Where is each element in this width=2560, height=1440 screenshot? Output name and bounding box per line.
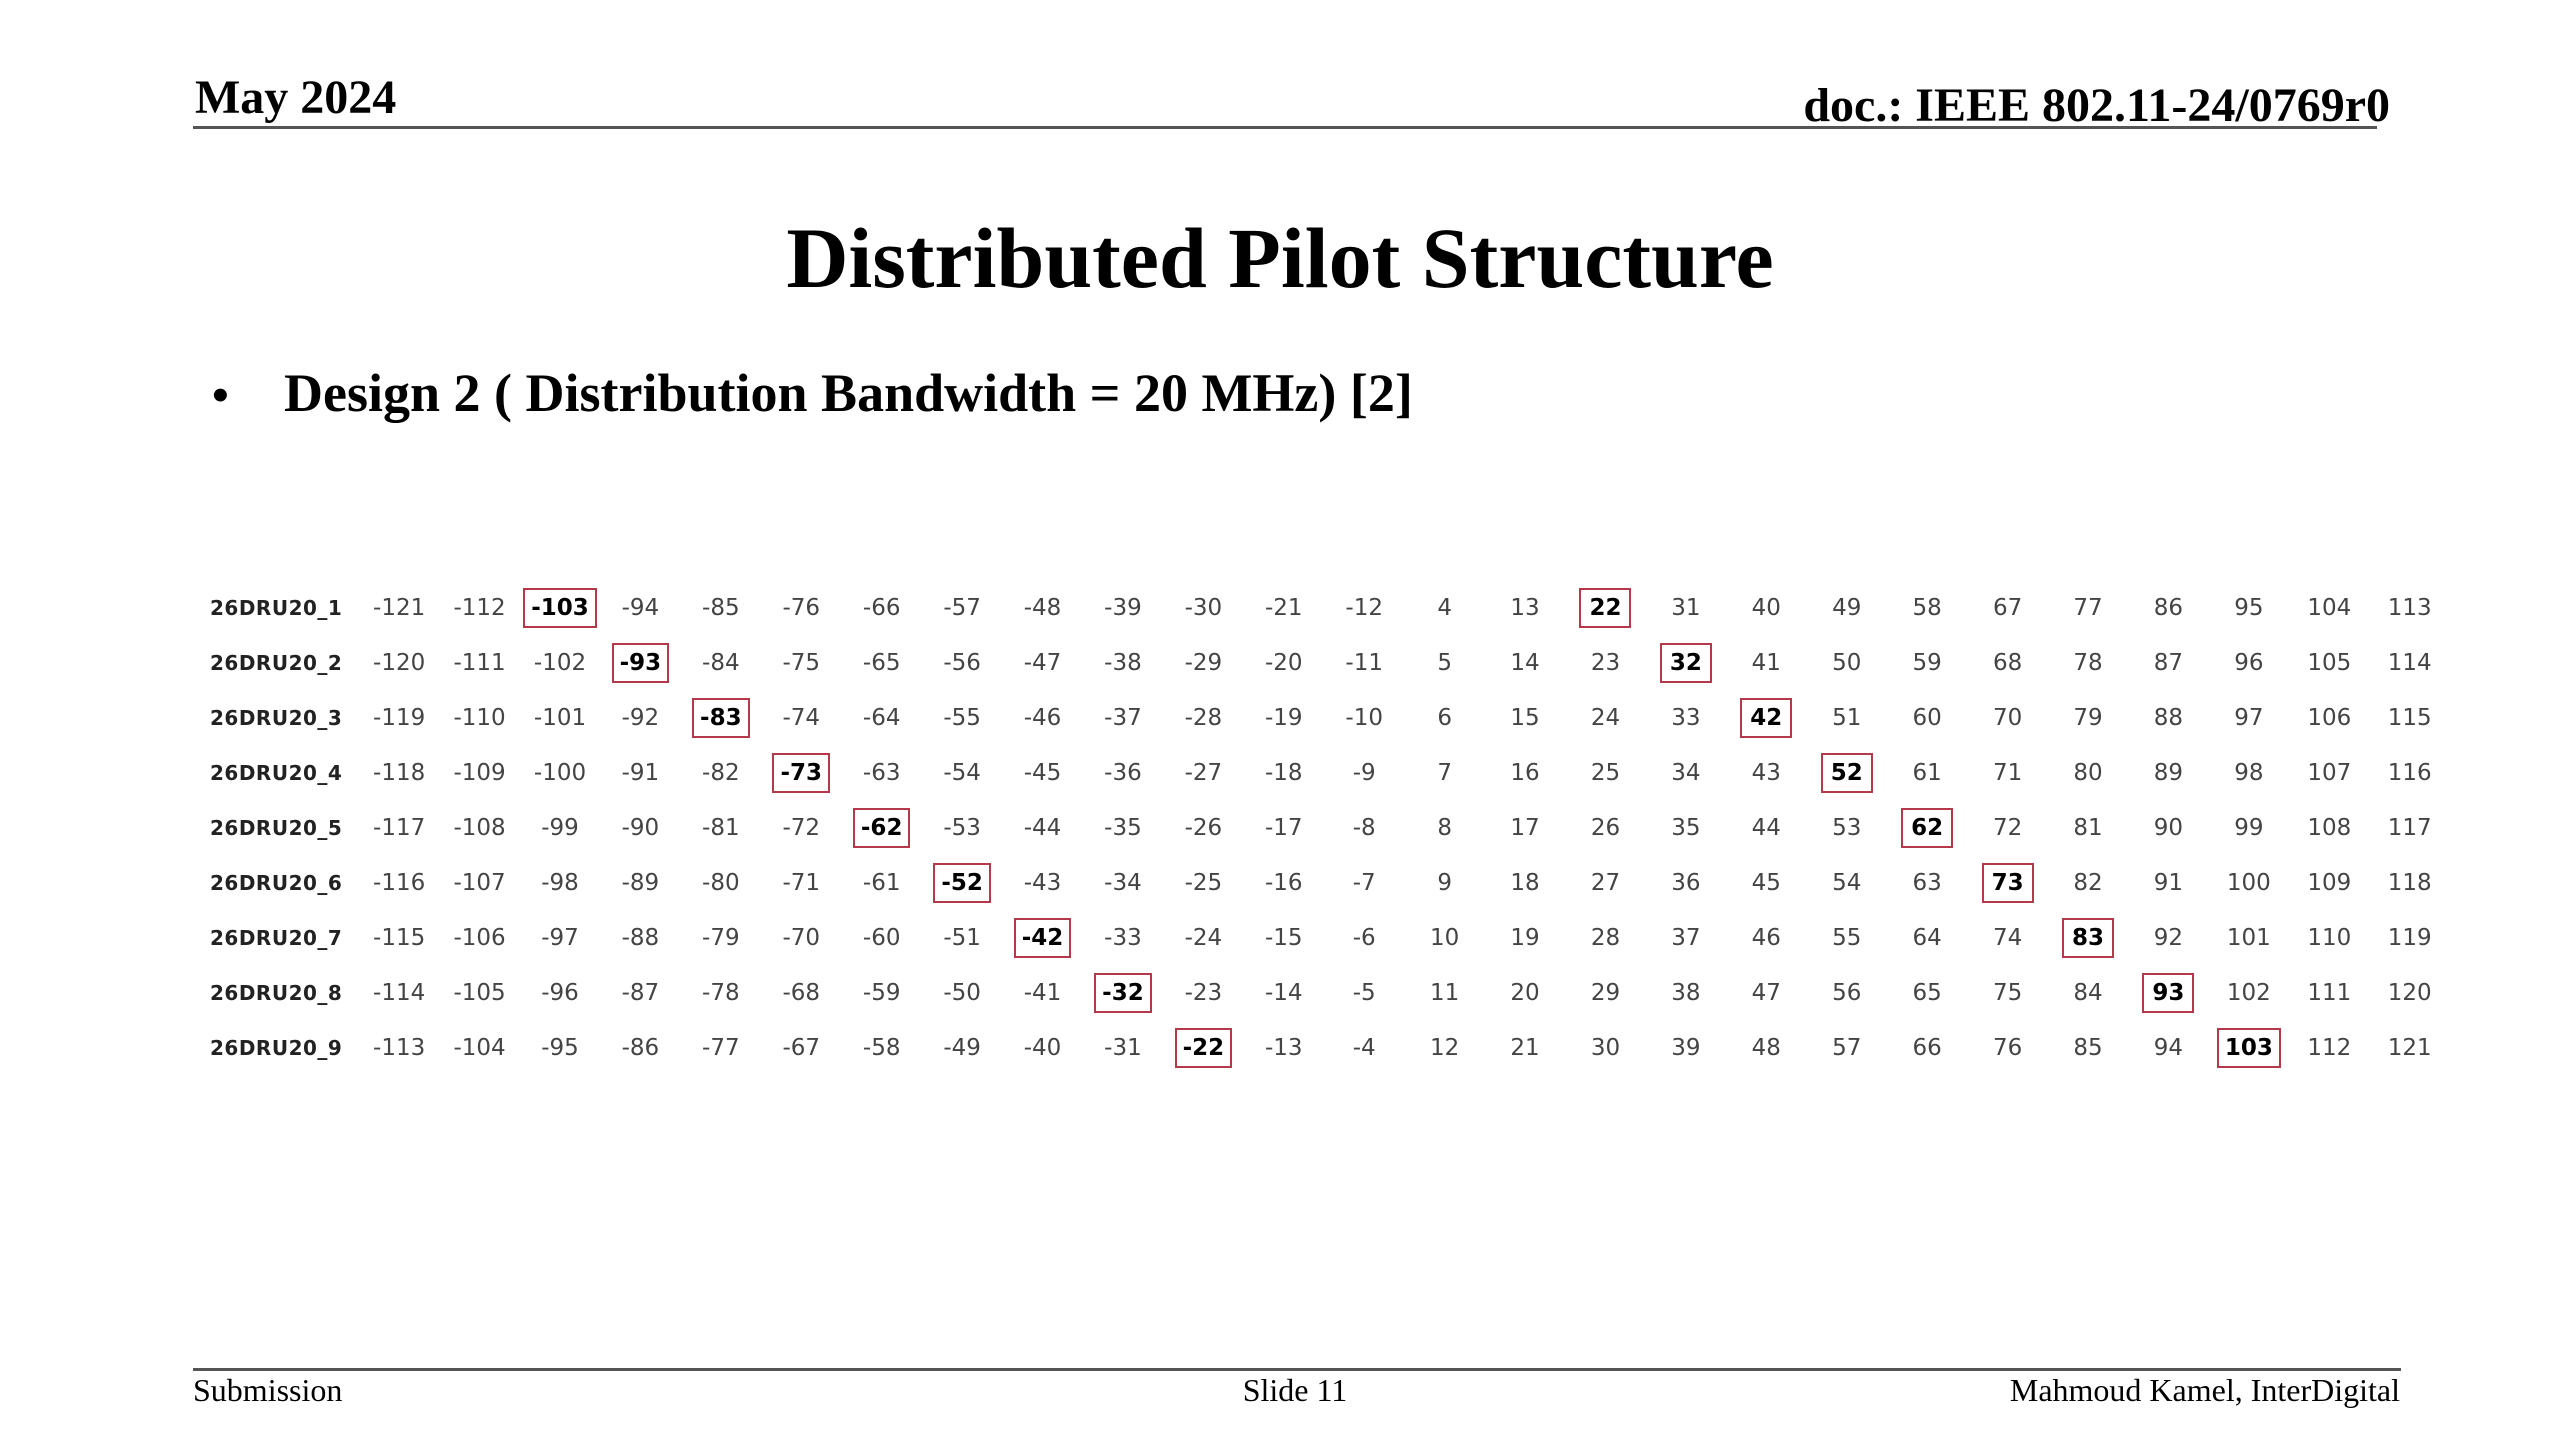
row-label: 26DRU20_5 bbox=[210, 815, 343, 840]
pilot-table bbox=[210, 580, 2450, 1075]
row-label: 26DRU20_4 bbox=[210, 760, 343, 785]
table-cell: -66 bbox=[862, 594, 901, 621]
table-cell: -91 bbox=[621, 759, 660, 786]
table-cell: 65 bbox=[1912, 979, 1942, 1006]
table-cell: 25 bbox=[1590, 759, 1621, 786]
table-cell: -14 bbox=[1265, 979, 1303, 1006]
table-cell: 45 bbox=[1751, 869, 1781, 896]
table-cell: 43 bbox=[1751, 759, 1781, 786]
table-cell: -39 bbox=[1104, 594, 1142, 621]
table-cell: -24 bbox=[1184, 924, 1223, 951]
table-cell: -65 bbox=[862, 649, 901, 676]
pilot-cell: -22 bbox=[1163, 1020, 1243, 1075]
table-cell: 31 bbox=[1671, 594, 1701, 621]
table-cell: 36 bbox=[1671, 869, 1701, 896]
table-cell: 100 bbox=[2226, 869, 2271, 896]
table-cell: -81 bbox=[702, 814, 740, 841]
table-cell: 114 bbox=[2387, 649, 2432, 676]
table-cell: -29 bbox=[1184, 649, 1223, 676]
pilot-cell: 52 bbox=[1807, 745, 1887, 800]
table-cell: -102 bbox=[533, 649, 587, 676]
row-label: 26DRU20_8 bbox=[210, 980, 343, 1005]
table-cell: -78 bbox=[702, 979, 740, 1006]
table-cell: 75 bbox=[1992, 979, 2023, 1006]
table-cell: 79 bbox=[2073, 704, 2103, 731]
table-cell: 106 bbox=[2307, 704, 2352, 731]
row-label: 26DRU20_7 bbox=[210, 925, 343, 950]
table-cell: 54 bbox=[1832, 869, 1862, 896]
table-cell: 117 bbox=[2387, 814, 2432, 841]
table-cell: -95 bbox=[541, 1034, 579, 1061]
table-cell: 89 bbox=[2153, 759, 2184, 786]
table-cell: 58 bbox=[1912, 594, 1942, 621]
table-cell: -92 bbox=[621, 704, 660, 731]
table-cell: -94 bbox=[621, 594, 660, 621]
table-cell: -115 bbox=[373, 924, 426, 951]
row-label: 26DRU20_6 bbox=[210, 870, 343, 895]
table-cell: -76 bbox=[782, 594, 821, 621]
table-cell: -105 bbox=[453, 979, 506, 1006]
row-label: 26DRU20_1 bbox=[210, 595, 343, 620]
table-cell: -57 bbox=[943, 594, 981, 621]
table-cell: -8 bbox=[1352, 814, 1376, 841]
table-cell: 41 bbox=[1751, 649, 1781, 676]
table-cell: -90 bbox=[621, 814, 660, 841]
pilot-cell: 103 bbox=[2209, 1020, 2289, 1075]
table-cell: -121 bbox=[373, 594, 426, 621]
table-row bbox=[210, 965, 2450, 1020]
table-cell: -25 bbox=[1184, 869, 1223, 896]
table-cell: 61 bbox=[1912, 759, 1942, 786]
footer-divider bbox=[193, 1368, 2401, 1371]
table-cell: 4 bbox=[1437, 594, 1452, 621]
header-divider bbox=[193, 126, 2377, 129]
table-cell: 116 bbox=[2387, 759, 2432, 786]
bullet-text: Design 2 ( Distribution Bandwidth = 20 MHz) [2] bbox=[284, 363, 1413, 423]
table-cell: 87 bbox=[2153, 649, 2184, 676]
pilot-cell: 73 bbox=[1967, 855, 2047, 910]
table-cell: -82 bbox=[702, 759, 740, 786]
table-cell: -117 bbox=[373, 814, 426, 841]
table-cell: 26 bbox=[1590, 814, 1621, 841]
table-cell: 11 bbox=[1429, 979, 1460, 1006]
pilot-cell: 93 bbox=[2128, 965, 2208, 1020]
table-cell: -72 bbox=[782, 814, 821, 841]
table-cell: 72 bbox=[1992, 814, 2023, 841]
table-cell: -87 bbox=[621, 979, 660, 1006]
pilot-cell: -83 bbox=[681, 690, 761, 745]
table-cell: 71 bbox=[1992, 759, 2023, 786]
table-cell: -101 bbox=[533, 704, 587, 731]
table-cell: -37 bbox=[1104, 704, 1142, 731]
table-cell: -116 bbox=[373, 869, 426, 896]
table-cell: 17 bbox=[1510, 814, 1540, 841]
table-cell: 29 bbox=[1590, 979, 1621, 1006]
table-row bbox=[210, 1020, 2450, 1075]
table-row bbox=[210, 910, 2450, 965]
footer-slide-number: Slide 11 bbox=[1242, 1372, 1348, 1408]
table-cell: -64 bbox=[862, 704, 901, 731]
table-cell: 12 bbox=[1429, 1034, 1460, 1061]
table-cell: -49 bbox=[943, 1034, 981, 1061]
table-cell: 48 bbox=[1751, 1034, 1781, 1061]
table-cell: 7 bbox=[1437, 759, 1452, 786]
table-cell: 97 bbox=[2234, 704, 2264, 731]
table-cell: -114 bbox=[373, 979, 426, 1006]
table-cell: 59 bbox=[1912, 649, 1942, 676]
footer-submission: Submission bbox=[193, 1372, 343, 1408]
table-cell: 88 bbox=[2153, 704, 2184, 731]
table-cell: 64 bbox=[1912, 924, 1942, 951]
table-cell: -40 bbox=[1023, 1034, 1062, 1061]
table-cell: -45 bbox=[1023, 759, 1062, 786]
table-cell: -11 bbox=[1345, 649, 1383, 676]
table-row bbox=[210, 800, 2450, 855]
table-cell: 51 bbox=[1832, 704, 1862, 731]
table-cell: -41 bbox=[1023, 979, 1062, 1006]
table-cell: 24 bbox=[1590, 704, 1621, 731]
table-cell: 92 bbox=[2153, 924, 2184, 951]
table-cell: 47 bbox=[1751, 979, 1781, 1006]
table-cell: -9 bbox=[1352, 759, 1376, 786]
table-cell: 50 bbox=[1832, 649, 1862, 676]
table-cell: -70 bbox=[782, 924, 821, 951]
table-cell: -56 bbox=[943, 649, 981, 676]
table-cell: -108 bbox=[453, 814, 506, 841]
table-cell: -77 bbox=[702, 1034, 740, 1061]
table-cell: -119 bbox=[373, 704, 426, 731]
table-cell: -47 bbox=[1023, 649, 1062, 676]
table-cell: 6 bbox=[1437, 704, 1452, 731]
table-cell: 85 bbox=[2073, 1034, 2103, 1061]
table-cell: -18 bbox=[1265, 759, 1303, 786]
table-cell: -33 bbox=[1104, 924, 1142, 951]
table-cell: -110 bbox=[453, 704, 506, 731]
table-cell: -97 bbox=[541, 924, 579, 951]
table-cell: -112 bbox=[453, 594, 506, 621]
bullet-icon: • bbox=[212, 369, 229, 422]
table-cell: 86 bbox=[2153, 594, 2184, 621]
table-cell: 23 bbox=[1590, 649, 1621, 676]
table-cell: 78 bbox=[2073, 649, 2103, 676]
table-cell: -46 bbox=[1023, 704, 1062, 731]
table-cell: -51 bbox=[943, 924, 981, 951]
table-cell: 35 bbox=[1671, 814, 1701, 841]
table-cell: -74 bbox=[782, 704, 821, 731]
table-cell: -20 bbox=[1265, 649, 1303, 676]
table-cell: 55 bbox=[1832, 924, 1862, 951]
table-cell: 56 bbox=[1832, 979, 1862, 1006]
table-cell: 16 bbox=[1510, 759, 1540, 786]
footer-author: Mahmoud Kamel, InterDigital bbox=[2009, 1372, 2400, 1408]
header-date: May 2024 bbox=[195, 71, 397, 124]
table-cell: -55 bbox=[943, 704, 981, 731]
pilot-cell: -73 bbox=[761, 745, 841, 800]
table-cell: -67 bbox=[782, 1034, 821, 1061]
table-cell: -34 bbox=[1104, 869, 1142, 896]
pilot-cell: 83 bbox=[2048, 910, 2128, 965]
bullet-item bbox=[212, 362, 1413, 424]
table-cell: 63 bbox=[1912, 869, 1942, 896]
table-row bbox=[210, 690, 2450, 745]
table-cell: -59 bbox=[862, 979, 901, 1006]
table-cell: 90 bbox=[2153, 814, 2184, 841]
table-cell: -48 bbox=[1023, 594, 1062, 621]
table-cell: 82 bbox=[2073, 869, 2103, 896]
table-cell: 99 bbox=[2234, 814, 2264, 841]
table-cell: 81 bbox=[2073, 814, 2103, 841]
table-cell: -16 bbox=[1265, 869, 1303, 896]
table-cell: 18 bbox=[1510, 869, 1540, 896]
table-cell: -99 bbox=[541, 814, 579, 841]
pilot-cell: -93 bbox=[600, 635, 680, 690]
table-cell: -19 bbox=[1265, 704, 1303, 731]
table-cell: 9 bbox=[1437, 869, 1452, 896]
table-cell: 115 bbox=[2387, 704, 2432, 731]
table-cell: -10 bbox=[1345, 704, 1383, 731]
table-cell: -13 bbox=[1265, 1034, 1303, 1061]
table-cell: -12 bbox=[1345, 594, 1383, 621]
table-cell: 5 bbox=[1437, 649, 1452, 676]
table-cell: 19 bbox=[1510, 924, 1540, 951]
header-doc-id: doc.: IEEE 802.11-24/0769r0 bbox=[1803, 79, 2390, 132]
table-cell: -111 bbox=[453, 649, 506, 676]
pilot-cell: -42 bbox=[1002, 910, 1082, 965]
table-cell: 119 bbox=[2387, 924, 2432, 951]
table-cell: 39 bbox=[1671, 1034, 1701, 1061]
table-cell: -98 bbox=[541, 869, 579, 896]
table-cell: -28 bbox=[1184, 704, 1223, 731]
table-cell: 108 bbox=[2307, 814, 2352, 841]
table-cell: -4 bbox=[1352, 1034, 1376, 1061]
table-cell: 10 bbox=[1429, 924, 1460, 951]
table-cell: -79 bbox=[702, 924, 740, 951]
table-cell: -31 bbox=[1104, 1034, 1142, 1061]
table-cell: -71 bbox=[782, 869, 821, 896]
table-cell: 28 bbox=[1590, 924, 1621, 951]
table-cell: -30 bbox=[1184, 594, 1223, 621]
table-cell: -36 bbox=[1104, 759, 1142, 786]
table-cell: -96 bbox=[541, 979, 579, 1006]
table-cell: -85 bbox=[702, 594, 740, 621]
table-cell: 30 bbox=[1590, 1034, 1621, 1061]
table-cell: 102 bbox=[2226, 979, 2271, 1006]
table-row bbox=[210, 855, 2450, 910]
table-cell: 57 bbox=[1832, 1034, 1862, 1061]
table-cell: 101 bbox=[2226, 924, 2271, 951]
table-cell: -75 bbox=[782, 649, 821, 676]
table-cell: -58 bbox=[862, 1034, 901, 1061]
pilot-cell: -103 bbox=[520, 580, 600, 635]
table-cell: -15 bbox=[1265, 924, 1303, 951]
table-cell: 60 bbox=[1912, 704, 1942, 731]
table-cell: -35 bbox=[1104, 814, 1142, 841]
table-cell: 8 bbox=[1437, 814, 1452, 841]
pilot-cell: 22 bbox=[1565, 580, 1645, 635]
pilot-cell: -32 bbox=[1083, 965, 1163, 1020]
table-cell: -84 bbox=[702, 649, 740, 676]
table-cell: 40 bbox=[1751, 594, 1781, 621]
table-cell: 38 bbox=[1671, 979, 1701, 1006]
table-cell: 76 bbox=[1992, 1034, 2023, 1061]
table-cell: 53 bbox=[1832, 814, 1862, 841]
table-cell: 77 bbox=[2073, 594, 2103, 621]
table-cell: 111 bbox=[2307, 979, 2352, 1006]
table-cell: -44 bbox=[1023, 814, 1062, 841]
table-cell: 27 bbox=[1590, 869, 1621, 896]
table-cell: -113 bbox=[373, 1034, 426, 1061]
table-cell: -17 bbox=[1265, 814, 1303, 841]
table-cell: 49 bbox=[1832, 594, 1862, 621]
table-cell: 46 bbox=[1751, 924, 1781, 951]
table-cell: -43 bbox=[1023, 869, 1062, 896]
table-cell: 98 bbox=[2234, 759, 2264, 786]
table-cell: 44 bbox=[1751, 814, 1781, 841]
table-cell: 120 bbox=[2387, 979, 2432, 1006]
table-cell: 104 bbox=[2307, 594, 2352, 621]
table-cell: 34 bbox=[1671, 759, 1701, 786]
table-cell: 74 bbox=[1992, 924, 2023, 951]
table-cell: -23 bbox=[1184, 979, 1223, 1006]
table-cell: 70 bbox=[1992, 704, 2023, 731]
table-cell: -107 bbox=[453, 869, 506, 896]
table-cell: -60 bbox=[862, 924, 901, 951]
table-cell: -53 bbox=[943, 814, 981, 841]
pilot-cell: 32 bbox=[1646, 635, 1726, 690]
table-cell: 14 bbox=[1510, 649, 1540, 676]
slide-title: Distributed Pilot Structure bbox=[786, 210, 1774, 306]
table-cell: 13 bbox=[1510, 594, 1540, 621]
table-cell: 33 bbox=[1671, 704, 1701, 731]
table-cell: -61 bbox=[862, 869, 901, 896]
table-cell: -27 bbox=[1184, 759, 1223, 786]
table-cell: -21 bbox=[1265, 594, 1303, 621]
table-cell: -88 bbox=[621, 924, 660, 951]
table-cell: -38 bbox=[1104, 649, 1142, 676]
table-cell: -86 bbox=[621, 1034, 660, 1061]
table-row bbox=[210, 580, 2450, 635]
table-cell: 91 bbox=[2153, 869, 2184, 896]
table-cell: -104 bbox=[453, 1034, 506, 1061]
table-cell: 121 bbox=[2387, 1034, 2432, 1061]
table-cell: -54 bbox=[943, 759, 981, 786]
pilot-cell: 62 bbox=[1887, 800, 1967, 855]
table-cell: -6 bbox=[1352, 924, 1376, 951]
row-label: 26DRU20_3 bbox=[210, 705, 343, 730]
table-cell: 110 bbox=[2307, 924, 2352, 951]
table-cell: 66 bbox=[1912, 1034, 1942, 1061]
table-cell: 118 bbox=[2387, 869, 2432, 896]
table-cell: 84 bbox=[2073, 979, 2103, 1006]
table-cell: -7 bbox=[1352, 869, 1376, 896]
table-cell: -80 bbox=[702, 869, 740, 896]
table-cell: 112 bbox=[2307, 1034, 2352, 1061]
table-cell: 80 bbox=[2073, 759, 2103, 786]
row-label: 26DRU20_2 bbox=[210, 650, 343, 675]
table-cell: 67 bbox=[1992, 594, 2023, 621]
table-cell: -118 bbox=[373, 759, 426, 786]
pilot-cell: -62 bbox=[841, 800, 921, 855]
table-cell: -5 bbox=[1352, 979, 1376, 1006]
table-cell: 96 bbox=[2234, 649, 2264, 676]
table-cell: 15 bbox=[1510, 704, 1540, 731]
table-cell: -109 bbox=[453, 759, 506, 786]
table-cell: -26 bbox=[1184, 814, 1223, 841]
table-cell: 68 bbox=[1992, 649, 2023, 676]
pilot-cell: 42 bbox=[1726, 690, 1806, 745]
table-cell: 107 bbox=[2307, 759, 2352, 786]
table-cell: 94 bbox=[2153, 1034, 2184, 1061]
table-cell: -106 bbox=[453, 924, 506, 951]
table-cell: -100 bbox=[533, 759, 587, 786]
table-cell: -68 bbox=[782, 979, 821, 1006]
table-cell: -120 bbox=[373, 649, 426, 676]
table-cell: 105 bbox=[2307, 649, 2352, 676]
table-row bbox=[210, 635, 2450, 690]
table-cell: 109 bbox=[2307, 869, 2352, 896]
table-cell: -89 bbox=[621, 869, 660, 896]
table-cell: -63 bbox=[862, 759, 901, 786]
table-cell: 113 bbox=[2387, 594, 2432, 621]
table-cell: 20 bbox=[1510, 979, 1540, 1006]
row-label: 26DRU20_9 bbox=[210, 1035, 343, 1060]
pilot-cell: -52 bbox=[922, 855, 1002, 910]
table-row bbox=[210, 745, 2450, 800]
table-cell: 37 bbox=[1671, 924, 1701, 951]
table-cell: 21 bbox=[1510, 1034, 1540, 1061]
table-cell: -50 bbox=[943, 979, 981, 1006]
table-cell: 95 bbox=[2234, 594, 2264, 621]
